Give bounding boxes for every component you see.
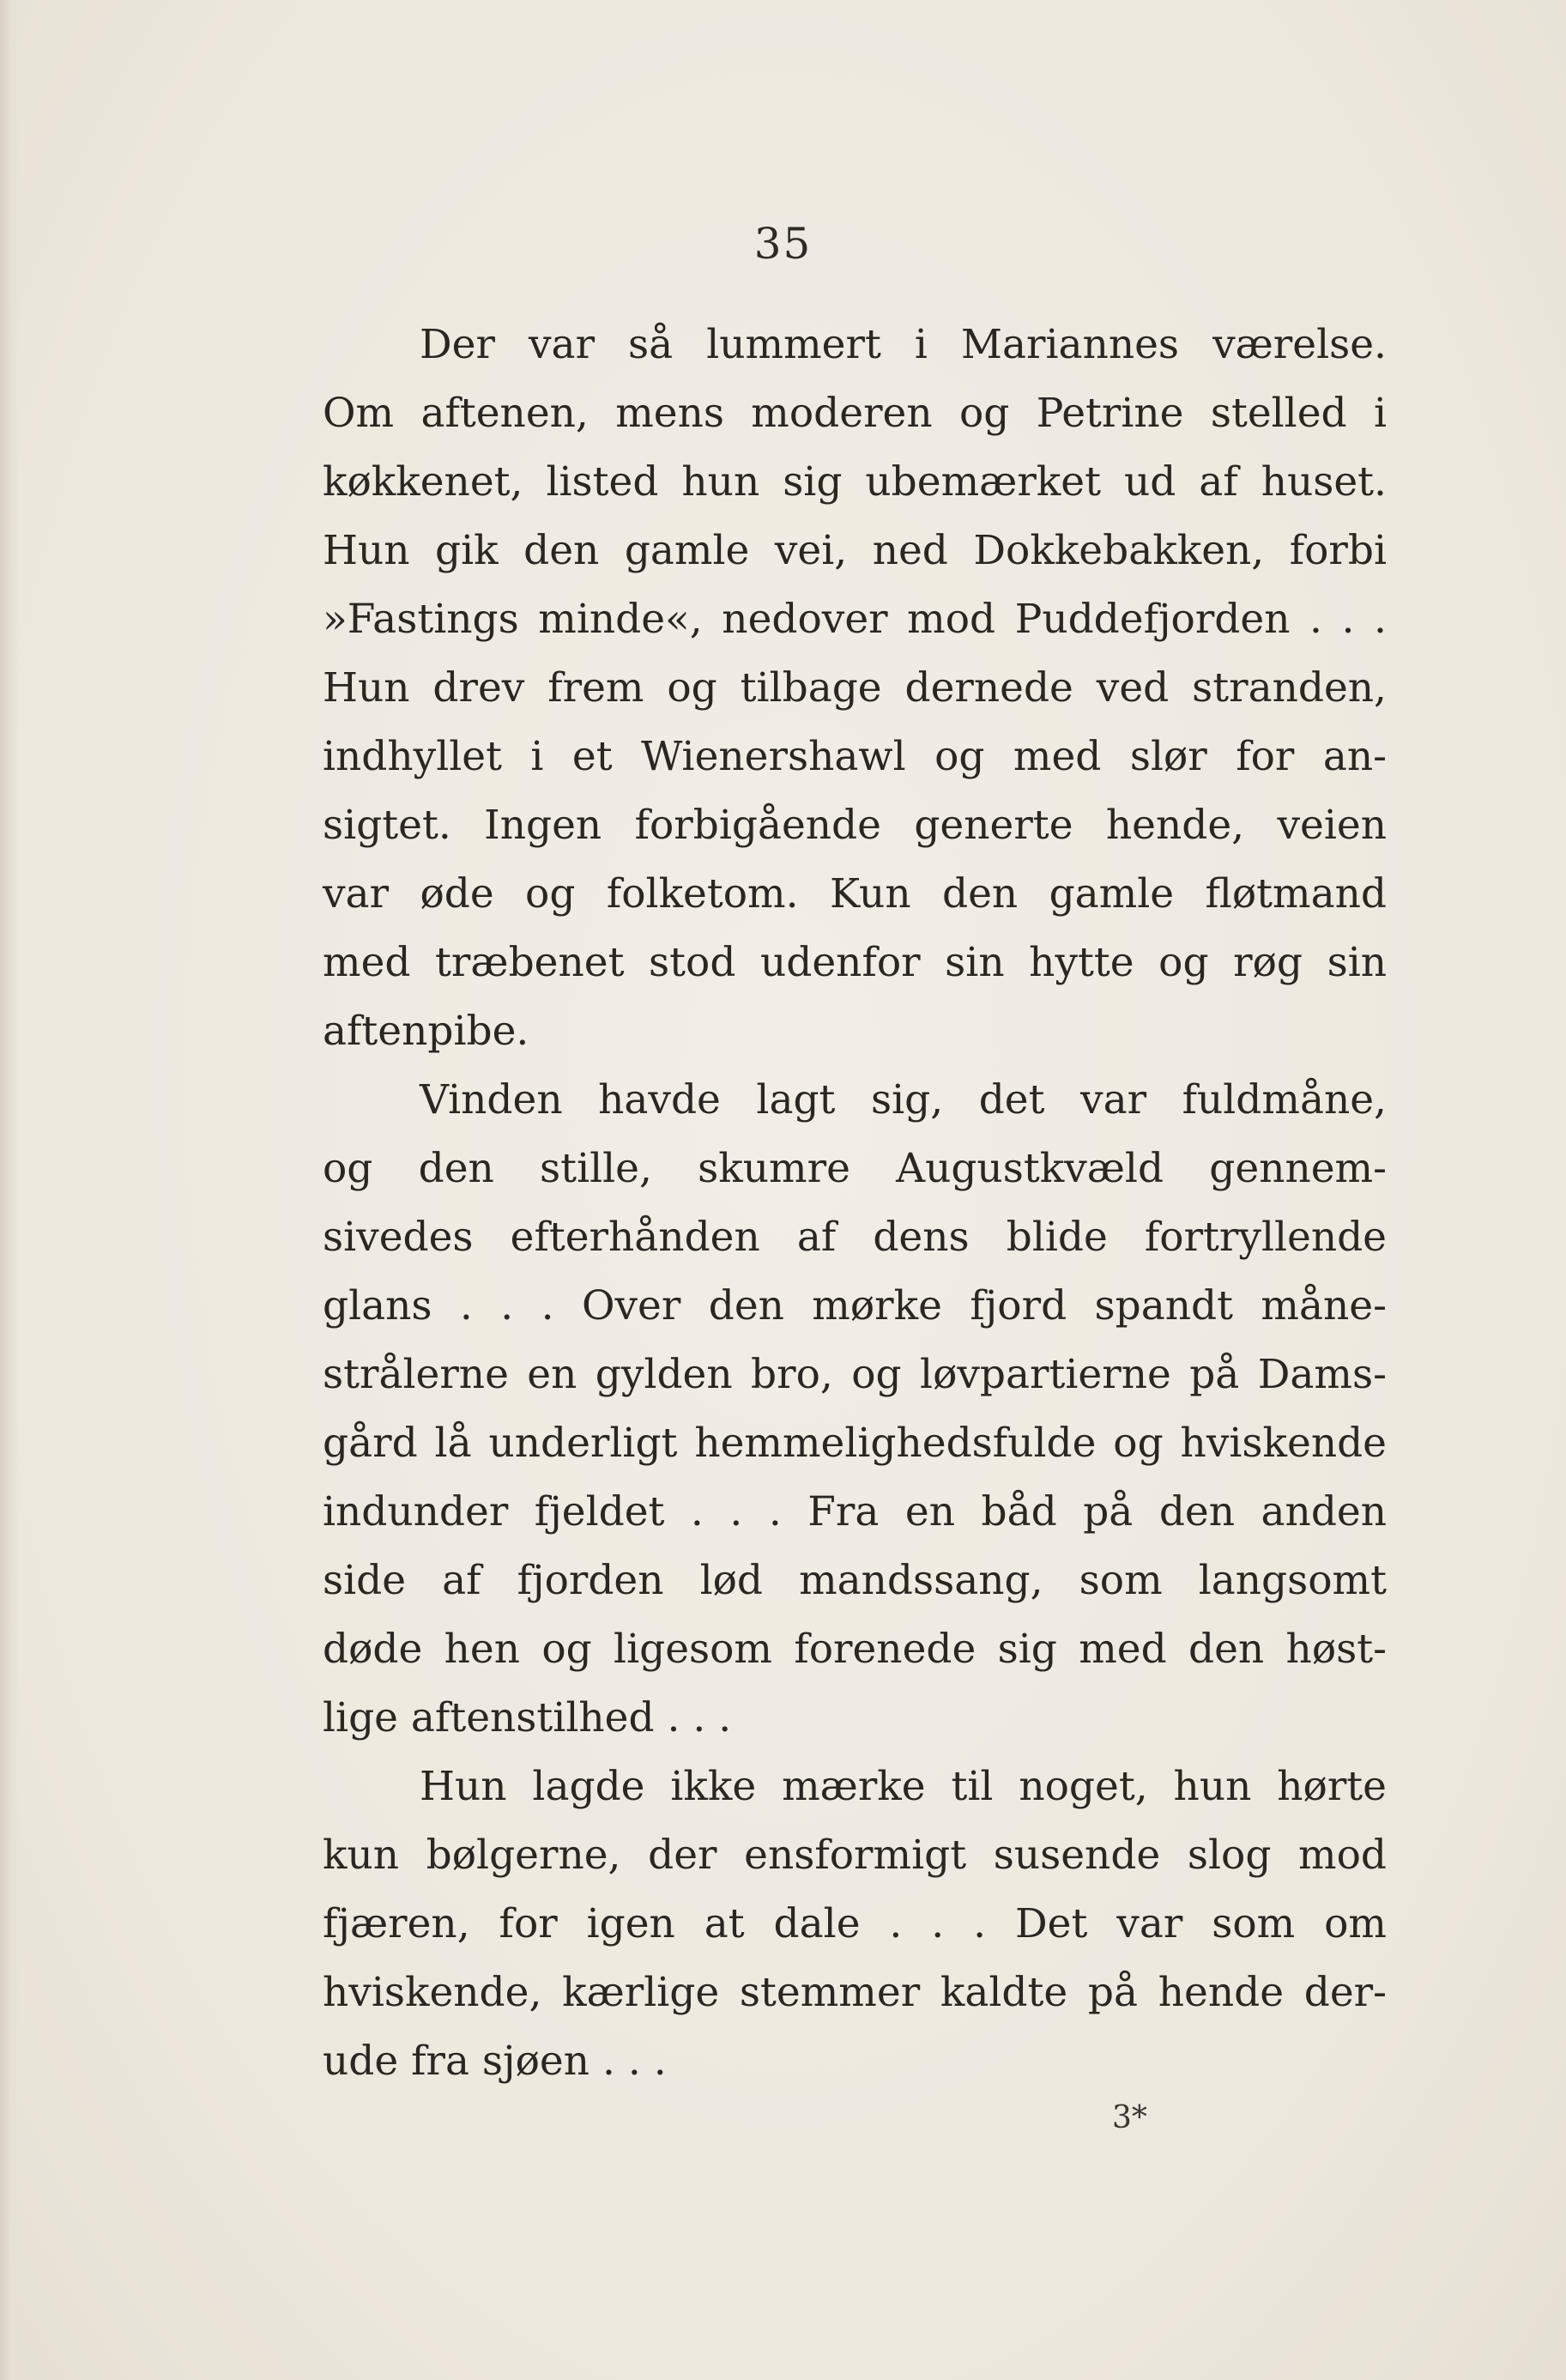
paragraph-2 — [323, 1066, 1387, 1753]
body-text — [323, 311, 1387, 2096]
text-line: Hun gik den gamle vei, ned Dokkebakken, forbi — [323, 527, 1387, 574]
text-line: Om aftenen, mens moderen og Petrine stelled i — [323, 390, 1387, 437]
text-line: gård lå underligt hemmelighedsfulde og hviskende — [323, 1420, 1387, 1467]
text-line: side af fjorden lød mandssang, som langsomt — [323, 1557, 1387, 1604]
text-line: lige aftenstilhed . . . — [323, 1694, 732, 1741]
text-line: Hun lagde ikke mærke til noget, hun hørte — [420, 1763, 1387, 1810]
text-line: aftenpibe. — [323, 1008, 529, 1055]
text-line: Der var så lummert i Mariannes værelse. — [420, 321, 1387, 368]
paragraph-1 — [323, 311, 1387, 1066]
text-line: køkkenet, listed hun sig ubemærket ud af huset. — [323, 458, 1387, 506]
text-line: glans . . . Over den mørke fjord spandt måne- — [323, 1282, 1387, 1329]
text-line: og den stille, skumre Augustkvæld gennem- — [323, 1145, 1387, 1192]
text-line: døde hen og ligesom forenede sig med den høst- — [323, 1626, 1387, 1673]
text-line: kun bølgerne, der ensformigt susende slog mod — [323, 1832, 1387, 1879]
text-line: fjæren, for igen at dale . . . Det var som om — [323, 1900, 1387, 1947]
text-line: ude fra sjøen . . . — [323, 2038, 667, 2085]
binding-edge — [0, 0, 19, 2380]
paragraph-3 — [323, 1753, 1387, 2096]
text-line: var øde og folketom. Kun den gamle fløtmand — [323, 870, 1387, 917]
page-number: 35 — [753, 219, 813, 269]
text-line: indhyllet i et Wienershawl og med slør for an- — [323, 733, 1387, 780]
text-line: Vinden havde lagt sig, det var fuldmåne, — [420, 1076, 1387, 1123]
text-line: Hun drev frem og tilbage dernede ved stranden, — [323, 664, 1387, 712]
text-line: sivedes efterhånden af dens blide fortryllende — [323, 1214, 1387, 1261]
text-line: strålerne en gylden bro, og løvpartierne på Dams- — [323, 1351, 1387, 1398]
text-line: »Fastings minde«, nedover mod Puddefjorden . . . — [323, 596, 1387, 643]
text-line: med træbenet stod udenfor sin hytte og røg sin — [323, 939, 1387, 986]
text-line: indunder fjeldet . . . Fra en båd på den anden — [323, 1488, 1387, 1535]
signature-mark: 3* — [1112, 2100, 1147, 2135]
text-line: hviskende, kærlige stemmer kaldte på hende der- — [323, 1969, 1387, 2016]
text-line: sigtet. Ingen forbigående generte hende, veien — [323, 802, 1387, 849]
